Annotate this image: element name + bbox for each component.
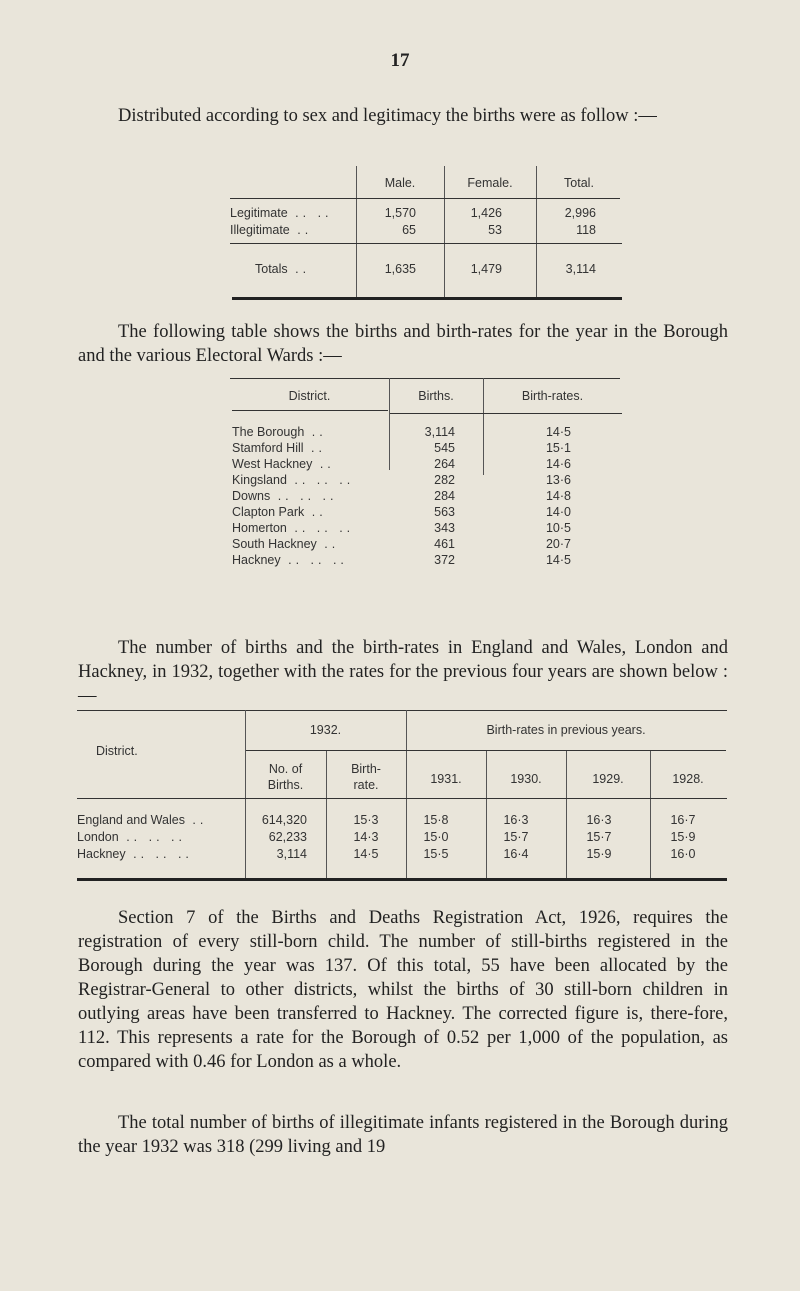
ward-births: 461 [434, 537, 455, 551]
ward-births: 545 [434, 441, 455, 455]
comparison-rate-1931: 15·5 [423, 847, 449, 861]
comparison-rate-1932: 14·5 [353, 847, 379, 861]
header-no-of-births: No. of Births. [267, 762, 304, 792]
comparison-rate-1930: 15·7 [503, 830, 529, 844]
intro-comparison: The number of births and the birth-rates in England and Wales, London and Hackney, in 1932, together with the rates for the previous four years are shown below :— [78, 638, 728, 706]
ward-births: 282 [434, 473, 455, 487]
header-birth-rate: Birth- rate. [351, 762, 381, 792]
para-stillbirths: Section 7 of the Births and Deaths Registration Act, 1926, requires the registration of every still-born child. The number of still-births registered in the Borough during the year was 137. Of this total, 55 have been allocated by the Registrar-General to other districts, whilst the births of 30 still-born children in outlying areas have been transferred to Hackney. The corrected figure is, there-fore, 112. This represents a rate for the Borough of 0.52 per 1,000 of the population, as compared with 0.46 for London as a whole. [78, 908, 728, 1072]
ward-district: Homerton .. .. .. [232, 521, 355, 535]
header-male: Male. [384, 176, 416, 190]
header-1932: 1932. [309, 723, 342, 737]
comparison-rate-1932: 15·3 [353, 813, 379, 827]
ward-births: 343 [434, 521, 455, 535]
ward-births: 264 [434, 457, 455, 471]
ward-birth-rate: 14·6 [545, 457, 571, 471]
comparison-district: England and Wales .. [77, 813, 208, 827]
ward-birth-rate: 14·5 [545, 425, 571, 439]
totals-female: 1,479 [470, 262, 502, 276]
page-number: 17 [390, 50, 410, 71]
legitimate-female: 1,426 [470, 206, 502, 220]
comparison-births: 62,233 [268, 830, 307, 844]
header-1929: 1929. [592, 772, 624, 786]
comparison-rate-1930: 16·4 [503, 847, 529, 861]
comparison-rate-1929: 15·9 [586, 847, 612, 861]
header-district: District. [288, 389, 331, 403]
header-total: Total. [564, 176, 594, 190]
ward-birth-rate: 10·5 [545, 521, 571, 535]
ward-district: West Hackney .. [232, 457, 335, 471]
header-previous-years: Birth-rates in previous years. [486, 723, 646, 737]
header-1928: 1928. [672, 772, 704, 786]
comparison-district: Hackney .. .. .. [77, 847, 193, 861]
intro-sex-legitimacy: Distributed according to sex and legitimacy the births were as follow :— [118, 106, 657, 126]
comparison-rate-1929: 16·3 [586, 813, 612, 827]
header-district-3: District. [96, 744, 138, 758]
ward-births: 372 [434, 553, 455, 567]
para-illegitimate: The total number of births of illegitimate infants registered in the Borough during the year 1932 was 318 (299 living and 19 [78, 1113, 728, 1157]
header-births: Births. [418, 389, 454, 403]
ward-births: 3,114 [424, 425, 455, 439]
header-1931: 1931. [430, 772, 462, 786]
illegitimate-female: 53 [488, 223, 502, 237]
ward-district: Kingsland .. .. .. [232, 473, 355, 487]
ward-district: Stamford Hill .. [232, 441, 326, 455]
illegitimate-total: 118 [576, 223, 596, 237]
comparison-births: 614,320 [261, 813, 307, 827]
ward-district: Downs .. .. .. [232, 489, 338, 503]
comparison-rate-1931: 15·8 [423, 813, 449, 827]
ward-births: 284 [434, 489, 455, 503]
row-label-legitimate: Legitimate .. .. [230, 206, 333, 220]
ward-birth-rate: 14·5 [545, 553, 571, 567]
intro-wards: The following table shows the births and birth-rates for the year in the Borough and the various Electoral Wards :— [78, 322, 728, 366]
ward-birth-rate: 15·1 [545, 441, 571, 455]
ward-district: The Borough .. [232, 425, 327, 439]
legitimate-male: 1,570 [384, 206, 416, 220]
comparison-rate-1928: 16·7 [670, 813, 696, 827]
comparison-rate-1930: 16·3 [503, 813, 529, 827]
comparison-births: 3,114 [276, 847, 307, 861]
ward-district: South Hackney .. [232, 537, 340, 551]
comparison-rate-1931: 15·0 [423, 830, 449, 844]
totals-total: 3,114 [565, 262, 596, 276]
comparison-district: London .. .. .. [77, 830, 186, 844]
totals-male: 1,635 [384, 262, 416, 276]
comparison-rate-1928: 16·0 [670, 847, 696, 861]
ward-birth-rate: 13·6 [545, 473, 571, 487]
comparison-rate-1932: 14·3 [353, 830, 379, 844]
ward-birth-rate: 14·0 [545, 505, 571, 519]
legitimate-total: 2,996 [564, 206, 596, 220]
row-label-totals: Totals .. [255, 262, 311, 276]
ward-birth-rate: 14·8 [545, 489, 571, 503]
comparison-rate-1928: 15·9 [670, 830, 696, 844]
illegitimate-male: 65 [402, 223, 416, 237]
row-label-illegitimate: Illegitimate .. [230, 223, 313, 237]
header-1930: 1930. [510, 772, 542, 786]
ward-district: Hackney .. .. .. [232, 553, 348, 567]
ward-births: 563 [434, 505, 455, 519]
header-female: Female. [467, 176, 513, 190]
ward-district: Clapton Park .. [232, 505, 327, 519]
ward-birth-rate: 20·7 [545, 537, 571, 551]
comparison-rate-1929: 15·7 [586, 830, 612, 844]
header-birth-rates: Birth-rates. [521, 389, 584, 403]
